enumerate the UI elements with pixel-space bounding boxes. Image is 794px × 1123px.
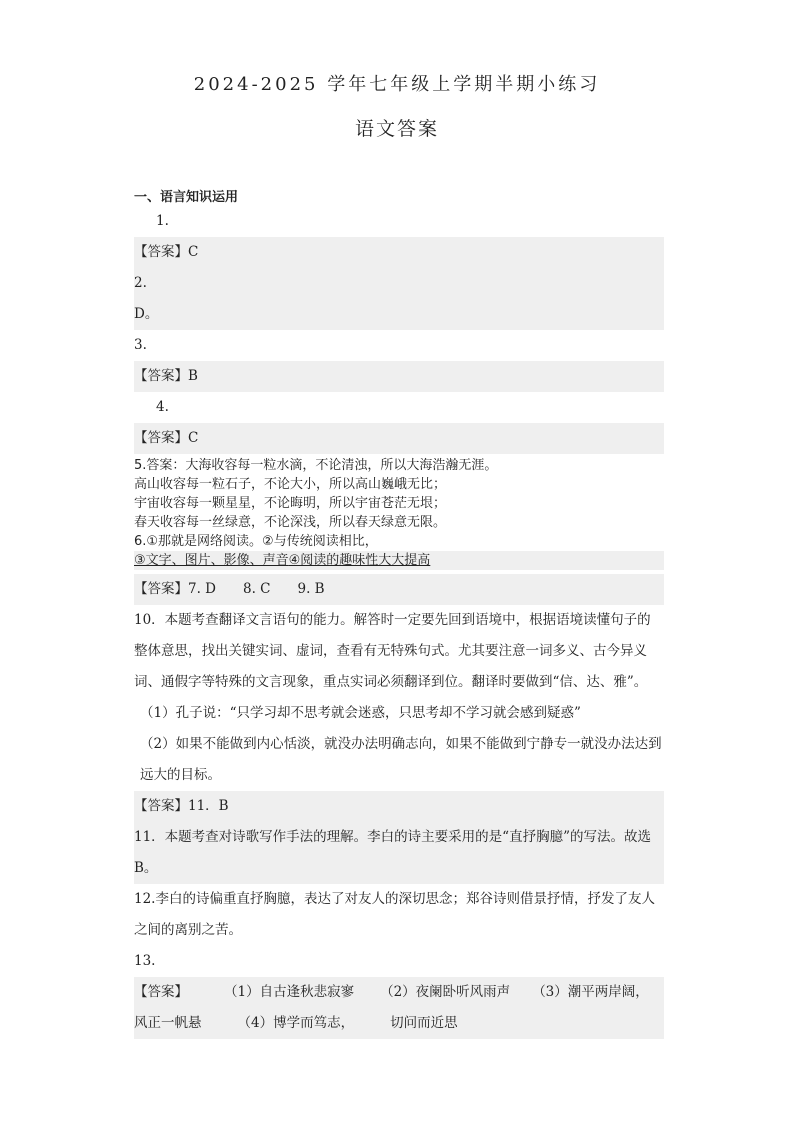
answer-13-part-4: 风正一帆悬 bbox=[134, 1015, 202, 1031]
question-13: 13. bbox=[134, 953, 156, 969]
answer-10-1: （1）孔子说：“只学习却不思考就会迷惑，只思考却不学习就会感到疑惑” bbox=[140, 705, 581, 721]
answer-11: 【答案】11．B bbox=[134, 791, 664, 822]
answer-12: 12.李白的诗偏重直抒胸臆，表达了对友人的深切思念；郑谷诗则借景抒情，抒发了友人之间的离别之苦。 bbox=[134, 891, 655, 938]
answer-5-line-3: 宇宙收容每一颗星星，不论晦明，所以宇宙苍茫无垠； bbox=[134, 496, 447, 511]
answer-1: 【答案】C bbox=[134, 237, 664, 268]
answer-4: 【答案】C bbox=[134, 423, 664, 454]
answer-5-line-1: 5.答案：大海收容每一粒水滴，不论清浊，所以大海浩瀚无涯。 bbox=[134, 458, 498, 473]
answer-5-line-2: 高山收容每一粒石子，不论大小，所以高山巍峨无比； bbox=[134, 477, 447, 492]
answer-7-9: 【答案】7. D 8. C 9. B bbox=[134, 574, 664, 605]
answer-10-explanation: 10．本题考查翻译文言语句的能力。解答时一定要先回到语境中，根据语境读懂句子的整体意思，找出关键实词、虚词，查看有无特殊句式。尤其要注意一词多义、古今异义词、通假字等特殊的文言现象，重点实词必须翻译到位。翻译时要做到“信、达、雅”。 bbox=[134, 612, 651, 690]
answer-13-part-6: 切问而近思 bbox=[390, 1015, 458, 1031]
answer-13-part-5: （4）博学而笃志， bbox=[237, 1015, 355, 1031]
answer-13-part-1: （1）自古逢秋悲寂寥 bbox=[224, 984, 355, 1000]
answer-6-part-3: ③文字、图片、影像、声音 bbox=[134, 553, 289, 568]
question-3: 3. bbox=[134, 337, 147, 353]
answer-6-line-2 bbox=[134, 551, 664, 570]
answer-10-2: （2）如果不能做到内心恬淡，就没办法明确志向，如果不能做到宁静专一就没办法达到远大的目标。 bbox=[140, 736, 662, 783]
document-title: 2024-2025 学年七年级上学期半期小练习 bbox=[193, 74, 601, 95]
answer-2: D。 bbox=[134, 299, 664, 330]
document-subtitle: 语文答案 bbox=[354, 118, 439, 140]
answer-11-explanation: 11．本题考查对诗歌写作手法的理解。李白的诗主要采用的是“直抒胸臆”的写法。故选B。 bbox=[134, 822, 664, 884]
answer-13-part-3: （3）潮平两岸阔， bbox=[532, 984, 649, 1000]
answer-5-line-4: 春天收容每一丝绿意，不论深浅，所以春天绿意无限。 bbox=[134, 515, 447, 530]
answer-13 bbox=[134, 977, 664, 1039]
answer-content bbox=[134, 206, 664, 1039]
answer-6-line-1: 6.①那就是网络阅读。②与传统阅读相比， bbox=[134, 534, 378, 549]
question-1: 1. bbox=[156, 213, 169, 229]
answer-3: 【答案】B bbox=[134, 361, 664, 392]
question-4: 4. bbox=[156, 399, 169, 415]
answer-13-part-2: （2）夜阑卧听风雨声 bbox=[380, 984, 511, 1000]
question-2: 2. bbox=[134, 268, 664, 299]
section-heading: 一、语言知识运用 bbox=[134, 190, 239, 205]
answer-6-part-4: ④阅读的趣味性大大提高 bbox=[288, 553, 431, 568]
answer-13-label: 【答案】 bbox=[134, 984, 188, 1000]
